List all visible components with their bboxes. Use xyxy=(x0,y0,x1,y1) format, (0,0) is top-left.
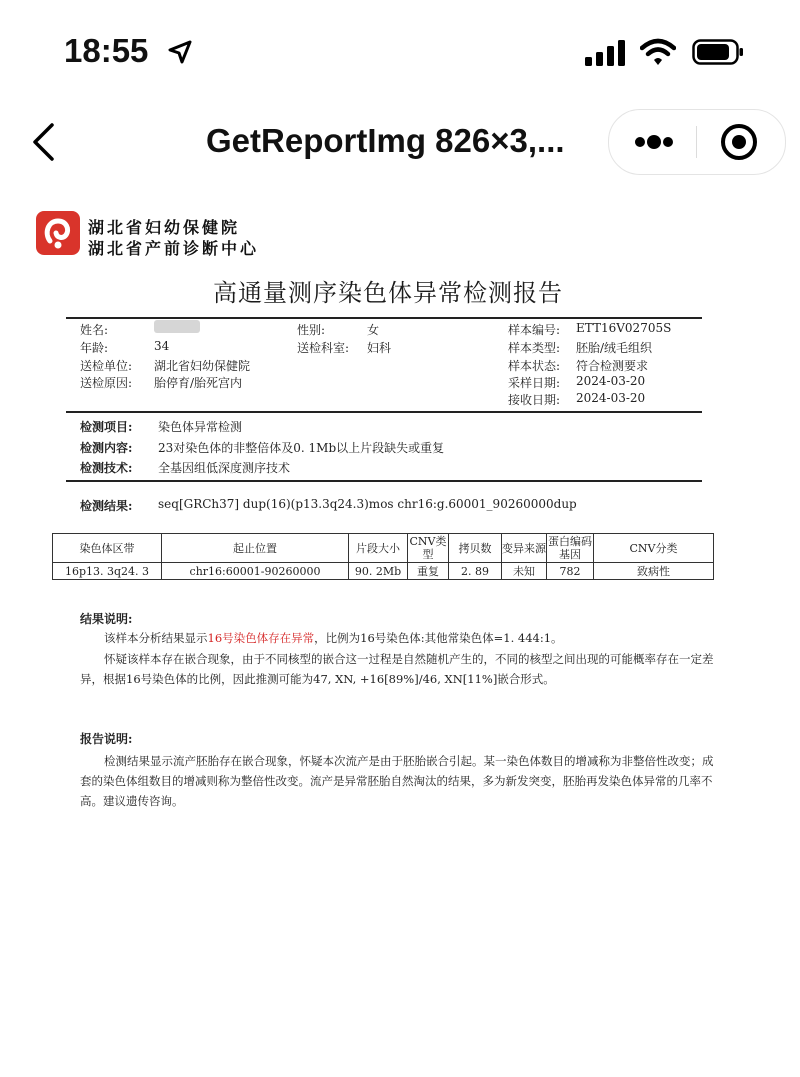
test-item-value: 染色体异常检测 xyxy=(158,420,243,434)
test-content-label: 检测内容: xyxy=(80,441,133,455)
column-header: 染色体区带 xyxy=(53,534,162,563)
capsule-divider xyxy=(696,126,697,158)
navigation-bar xyxy=(0,100,800,185)
divider xyxy=(66,480,702,482)
column-header: 片段大小 xyxy=(349,534,408,563)
name-label: 姓名: xyxy=(80,323,109,337)
test-tech-value: 全基因组低深度测序技术 xyxy=(158,461,291,475)
report-explain-paragraph: 检测结果显示流产胚胎存在嵌合现象，怀疑本次流产是由于胚胎嵌合引起。某一染色体数目的增减称为非整倍性改变；成套的染色体组数目的增减则称为整倍性改变。流产是异常胚胎自然淘汰的结果，多为新发突变，胚胎再发染色体异常的几率不高。建议遗传咨询。 xyxy=(80,754,714,808)
back-chevron-icon[interactable] xyxy=(30,122,56,162)
table-header-row xyxy=(53,534,714,563)
reason-value: 胎停育/胎死宫内 xyxy=(154,376,243,390)
result-text: 该样本分析结果显示 xyxy=(104,631,208,645)
more-dots-icon[interactable] xyxy=(629,124,679,160)
report-title: 高通量测序染色体异常检测报告 xyxy=(213,279,563,307)
receive-date-value: 2024-03-20 xyxy=(576,391,646,405)
close-target-icon[interactable] xyxy=(719,122,759,162)
location-arrow-icon xyxy=(166,38,194,66)
receive-date-label: 接收日期: xyxy=(508,393,561,407)
status-time: 18:55 xyxy=(64,32,149,69)
result-explain-paragraph-1 xyxy=(80,628,720,648)
result-text: ，比例为16号染色体:其他常染色体=1. 444:1。 xyxy=(314,631,563,645)
collect-date-value: 2024-03-20 xyxy=(576,374,646,388)
page-title: GetReportImg 826×3,... xyxy=(206,122,565,159)
table-cell: 2. 89 xyxy=(449,563,502,580)
table-cell: 90. 2Mb xyxy=(349,563,408,580)
gender-label: 性别: xyxy=(297,323,326,337)
column-header: 起止位置 xyxy=(162,534,349,563)
sample-no-label: 样本编号: xyxy=(508,323,561,337)
redacted-name xyxy=(154,320,200,333)
column-header: 蛋白编码基因 xyxy=(548,535,592,561)
table-cell: 致病性 xyxy=(594,563,714,580)
table-cell: 16p13. 3q24. 3 xyxy=(53,563,162,580)
mini-program-capsule xyxy=(608,109,786,175)
column-header: CNV分类 xyxy=(594,534,714,563)
hospital-name: 湖北省妇幼保健院 xyxy=(88,218,241,237)
abnormal-highlight: 16号染色体存在异常 xyxy=(207,631,315,645)
sample-state-label: 样本状态: xyxy=(508,359,561,373)
dept-value: 妇科 xyxy=(367,341,392,355)
unit-label: 送检单位: xyxy=(80,359,133,373)
result-label: 检测结果: xyxy=(80,499,133,513)
sample-state-value: 符合检测要求 xyxy=(576,359,649,373)
test-content-value: 23对染色体的非整倍体及0. 1Mb以上片段缺失或重复 xyxy=(158,441,445,455)
unit-value: 湖北省妇幼保健院 xyxy=(154,359,251,373)
cellular-signal-icon xyxy=(585,40,627,66)
sample-type-value: 胚胎/绒毛组织 xyxy=(576,341,653,355)
age-label: 年龄: xyxy=(80,341,109,355)
table-cell: 重复 xyxy=(408,563,449,580)
column-header: 拷贝数 xyxy=(449,534,502,563)
sample-no-value: ETT16V02705S xyxy=(576,321,672,335)
collect-date-label: 采样日期: xyxy=(508,376,561,390)
divider xyxy=(66,411,702,413)
status-bar xyxy=(0,0,800,100)
column-header: 变异来源 xyxy=(502,534,547,563)
battery-icon xyxy=(692,39,744,65)
table-cell: 782 xyxy=(547,563,594,580)
gender-value: 女 xyxy=(367,323,380,337)
center-name: 湖北省产前诊断中心 xyxy=(88,239,260,258)
test-item-label: 检测项目: xyxy=(80,420,133,434)
table-row xyxy=(53,563,714,580)
report-explain-heading: 报告说明: xyxy=(80,732,133,746)
age-value: 34 xyxy=(154,339,170,353)
result-value: seq[GRCh37] dup(16)(p13.3q24.3)mos chr16:g.60001_90260000dup xyxy=(158,497,577,511)
hospital-logo-icon xyxy=(36,211,80,255)
table-cell: chr16:60001-90260000 xyxy=(162,563,349,580)
report-image xyxy=(0,185,800,1077)
result-explain-heading: 结果说明: xyxy=(80,612,133,626)
column-header: CNV类型 xyxy=(409,535,447,561)
test-tech-label: 检测技术: xyxy=(80,461,133,475)
table-cell: 未知 xyxy=(502,563,547,580)
sample-type-label: 样本类型: xyxy=(508,341,561,355)
wifi-icon xyxy=(640,38,676,66)
dept-label: 送检科室: xyxy=(297,341,350,355)
divider xyxy=(66,317,702,319)
cnv-table xyxy=(52,533,714,580)
reason-label: 送检原因: xyxy=(80,376,133,390)
result-explain-paragraph-2: 怀疑该样本存在嵌合现象，由于不同核型的嵌合这一过程是自然随机产生的，不同的核型之间出现的可能概率存在一定差异，根据16号染色体的比例，因此推测可能为47, XN, +16[89%]/46, XN[11%]嵌合形式。 xyxy=(80,652,714,686)
